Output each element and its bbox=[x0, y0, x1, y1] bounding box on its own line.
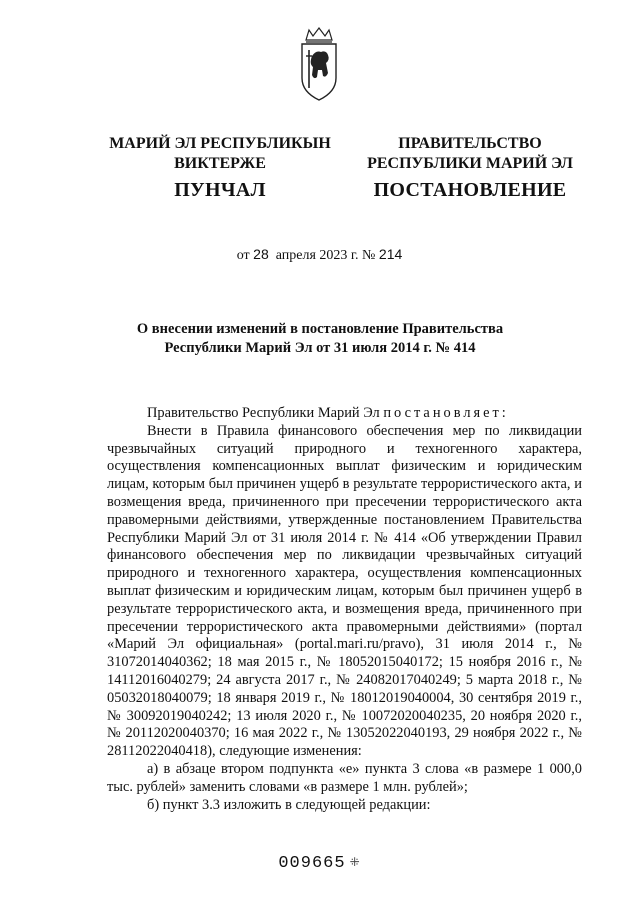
title-line1: О внесении изменений в постановление Правительства bbox=[136, 321, 504, 337]
header-left-line1: МАРИЙ ЭЛ РЕСПУБЛИКЫН bbox=[109, 135, 331, 152]
paragraph-a: а) в абзаце втором подпункта «е» пункта 3 слова «в размере 1 000,0 тыс. рублей» заменить словами «в размере 1 млн. рублей»; bbox=[107, 760, 582, 795]
paragraph-main: Внести в Правила финансового обеспечения мер по ликвидации чрезвычайных ситуаций природного и техногенного характера, осуществления компенсационных выплат физическим и юридическим лицам, которым был причинен ущерб в результате террористического акта, и возмещения вреда, причиненного при пресечении террористического акта правомерными действиями, утвержденные постановлением Правительства Республики Марий Эл от 31 июля 2014 г. № 414 «Об утверждении Правил финансового обеспечения мер по ликвидации чрезвычайных ситуаций природного и техногенного характера, осуществления компенсационных выплат физическим и юридическим лицам, которым был причинен ущерб в результате террористического акта, и возмещения вреда, причиненного при пресечении террористического акта правомерными действиями» (портал «Марий Эл официальная» (portal.mari.ru/pravo), 31 июля 2014 г., № 31072014040362; 18 мая 2015 г., № 18052015040172; 15 ноября 2016 г., № 14112016040279; 24 августа 2017 г., № 24082017040249; 5 марта 2018 г., № 05032018040079; 18 января 2019 г., № 18012019040004, 30 сентября 2019 г., № 30092019040242; 13 июля 2020 г., № 10072020040235, 20 ноября 2020 г., № 20112020040370; 16 мая 2022 г., № 13052022040193, 29 ноября 2022 г., № 28112022040418), следующие изменения: bbox=[107, 422, 582, 760]
title-line2: Республики Марий Эл от 31 июля 2014 г. № 414 bbox=[164, 340, 476, 356]
lead-text: Правительство Республики Марий Эл bbox=[147, 405, 384, 421]
header-left-big: ПУНЧАЛ bbox=[174, 179, 266, 201]
header-right-big: ПОСТАНОВЛЕНИЕ bbox=[373, 179, 567, 201]
header-right-line1: ПРАВИТЕЛЬСТВО bbox=[398, 135, 542, 152]
header-right-line2: РЕСПУБЛИКИ МАРИЙ ЭЛ bbox=[367, 155, 573, 172]
serial-number bbox=[0, 854, 639, 873]
lead-paragraph bbox=[107, 405, 582, 423]
serial-mark: ⁜ bbox=[349, 856, 361, 871]
header-left-line2: ВИКТЕРЖЕ bbox=[174, 155, 266, 172]
coat-of-arms-icon bbox=[298, 26, 340, 102]
date-day: 28 bbox=[253, 246, 269, 262]
document-number: 214 bbox=[378, 246, 403, 262]
document-title bbox=[60, 320, 580, 358]
lead-verb: постановляет: bbox=[383, 405, 509, 421]
date-prefix: от bbox=[236, 248, 250, 263]
header-mari-block bbox=[100, 134, 340, 200]
serial-digits: 009665 bbox=[278, 854, 346, 873]
paragraph-b: б) пункт 3.3 изложить в следующей редакции: bbox=[147, 796, 431, 813]
date-middle: апреля 2023 г. № bbox=[275, 248, 376, 263]
header-russian-block bbox=[355, 134, 585, 200]
document-body bbox=[107, 405, 582, 814]
document-date-line bbox=[0, 246, 639, 264]
